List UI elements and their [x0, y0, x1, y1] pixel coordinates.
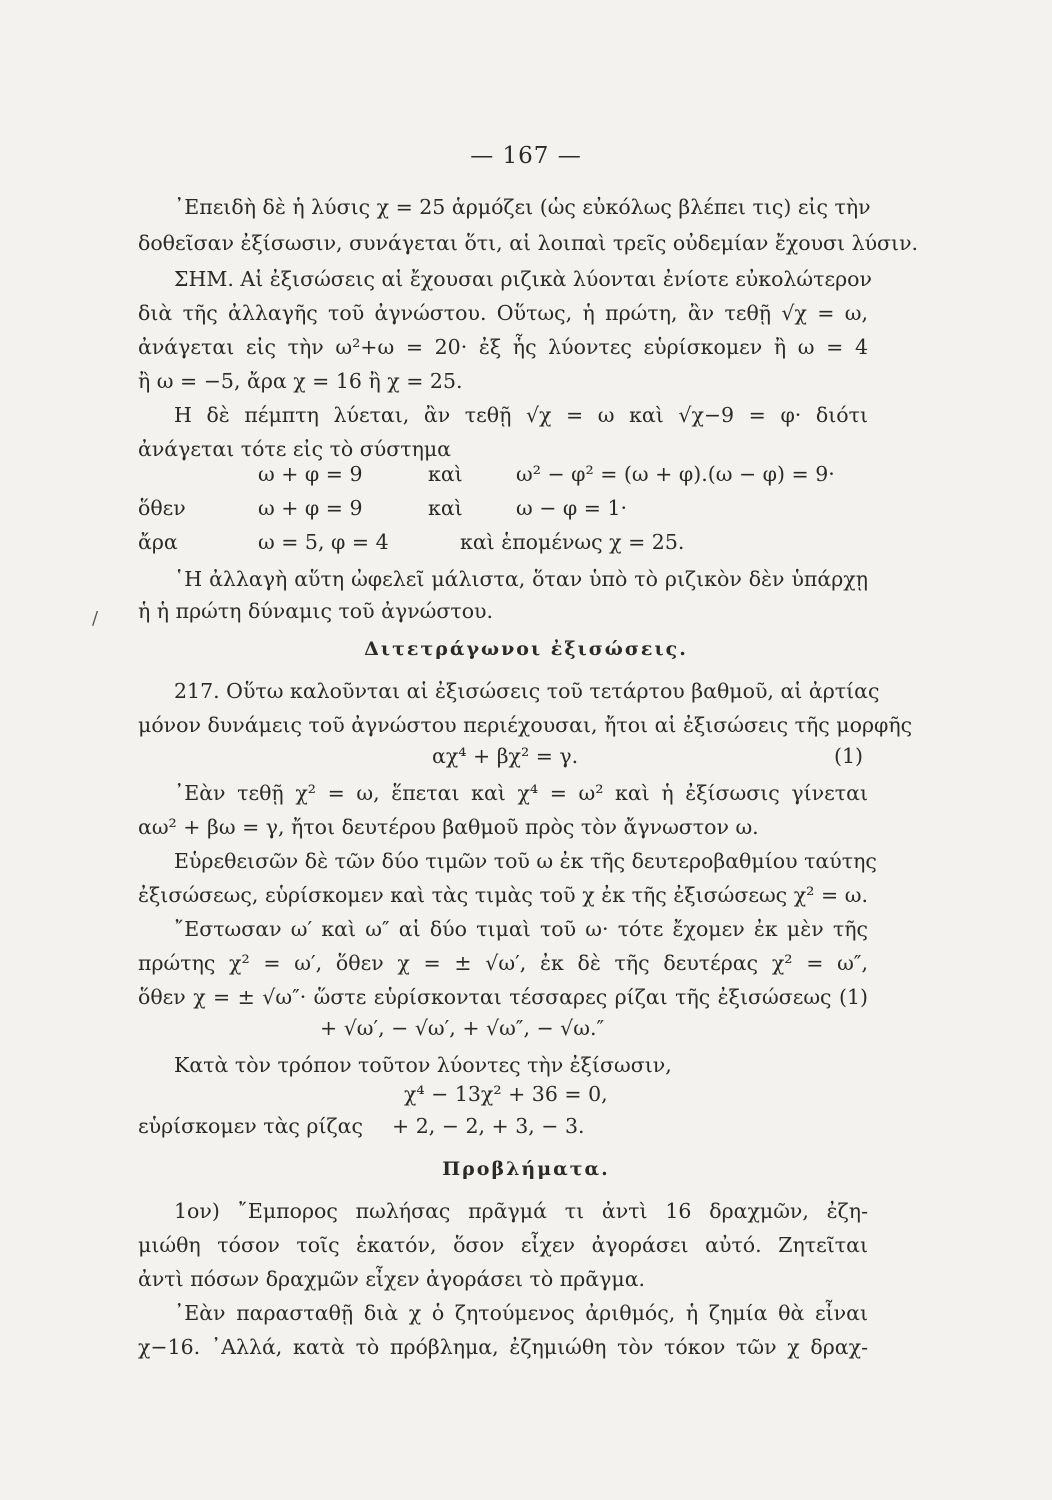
page-number: — 167 —: [470, 143, 582, 169]
text-line: ἀνάγεται εἰς τὴν ω²+ω = 20· ἐξ ἧς λύοντες εὑρίσκομεν ἢ ω = 4: [138, 335, 868, 359]
system-equation: ω − φ = 1·: [516, 496, 628, 520]
note-line: ΣΗΜ. Αἱ ἐξισώσεις αἱ ἔχουσαι ριζικὰ λύονται ἐνίοτε εὐκολώτερον: [174, 267, 872, 291]
text-line: ῎Εστωσαν ω′ καὶ ω″ αἱ δύο τιμαὶ τοῦ ω· τότε ἔχομεν ἐκ μὲν τῆς: [174, 917, 868, 941]
text-line: μιώθη τόσον τοῖς ἑκατόν, ὅσον εἶχεν ἀγοράσει αὐτό. Ζητεῖται: [138, 1233, 868, 1257]
system-conjunction: καὶ: [428, 462, 463, 486]
text-line: ᾿Εὰν παρασταθῇ διὰ χ ὁ ζητούμενος ἀριθμός, ἡ ζημία θὰ εἶναι: [174, 1301, 868, 1325]
system-equation: ω + φ = 9: [258, 496, 363, 520]
text-line: ἢ ω = −5, ἄρα χ = 16 ἢ χ = 25.: [138, 369, 463, 393]
text-line: χ−16. ᾿Αλλά, κατὰ τὸ πρόβλημα, ἐζημιώθη τὸν τόκον τῶν χ δραχ-: [138, 1335, 868, 1359]
text-line: διὰ τῆς ἀλλαγῆς τοῦ ἀγνώστου. Οὕτως, ἡ πρώτη, ἂν τεθῇ √χ = ω,: [138, 301, 868, 325]
text-line: ῾Η ἀλλαγὴ αὕτη ὠφελεῖ μάλιστα, ὅταν ὑπὸ τὸ ριζικὸν δὲν ὑπάρχῃ: [174, 567, 868, 591]
system-result: καὶ ἑπομένως χ = 25.: [460, 530, 685, 554]
text-line: ᾿Επειδὴ δὲ ἡ λύσις χ = 25 ἁρμόζει (ὡς εὐκόλως βλέπει τις) εἰς τὴν: [174, 195, 871, 219]
section-heading: Διτετράγωνοι ἐξισώσεις.: [364, 638, 688, 660]
system-label: ἄρα: [138, 530, 178, 554]
text-line: Η δὲ πέμπτη λύεται, ἂν τεθῇ √χ = ω καὶ √χ−9 = φ· διότι: [174, 403, 868, 427]
system-equation: ω + φ = 9: [258, 462, 363, 486]
equation: αχ⁴ + βχ² = γ.: [432, 744, 579, 768]
text-line: αω² + βω = γ, ἤτοι δευτέρου βαθμοῦ πρὸς τὸν ἄγνωστον ω.: [138, 815, 759, 839]
text-line: ᾿Εὰν τεθῇ χ² = ω, ἕπεται καὶ χ⁴ = ω² καὶ ἡ ἐξίσωσις γίνεται: [174, 781, 868, 805]
system-conjunction: καὶ: [428, 496, 463, 520]
section-heading: Προβλήματα.: [442, 1158, 610, 1180]
system-label: ὅθεν: [138, 496, 186, 520]
text-line: δοθεῖσαν ἐξίσωσιν, συνάγεται ὅτι, αἱ λοιπαὶ τρεῖς οὐδεμίαν ἔχουσι λύσιν.: [138, 231, 919, 255]
text-line: Κατὰ τὸν τρόπον τοῦτον λύοντες τὴν ἐξίσωσιν,: [174, 1053, 672, 1077]
equation-number: (1): [834, 744, 864, 768]
equation-roots: + √ω′, − √ω′, + √ω″, − √ω.″: [320, 1016, 605, 1040]
text-line: εὑρίσκομεν τὰς ρίζας: [138, 1114, 363, 1138]
text-line: 217. Οὕτω καλοῦνται αἱ ἐξισώσεις τοῦ τετάρτου βαθμοῦ, αἱ ἀρτίας: [174, 679, 880, 703]
equation: χ⁴ − 13χ² + 36 = 0,: [404, 1082, 608, 1106]
text-line: ἀντὶ πόσων δραχμῶν εἶχεν ἀγοράσει τὸ πρᾶγμα.: [138, 1267, 646, 1291]
system-result: ω = 5, φ = 4: [258, 530, 389, 554]
text-line: μόνον δυνάμεις τοῦ ἀγνώστου περιέχουσαι, ἤτοι αἱ ἐξισώσεις τῆς μορφῆς: [138, 713, 913, 737]
text-line: ὅθεν χ = ± √ω″· ὥστε εὑρίσκονται τέσσαρες ρίζαι τῆς ἐξισώσεως (1): [138, 985, 868, 1009]
text-line: Εὑρεθεισῶν δὲ τῶν δύο τιμῶν τοῦ ω ἐκ τῆς δευτεροβαθμίου ταύτης: [174, 849, 877, 873]
system-equation: ω² − φ² = (ω + φ).(ω − φ) = 9·: [516, 462, 835, 486]
text-line: 1ον) ῎Εμπορος πωλήσας πρᾶγμά τι ἀντὶ 16 δραχμῶν, ἐζη-: [174, 1199, 868, 1223]
text-line: ἡ ἡ πρώτη δύναμις τοῦ ἀγνώστου.: [138, 599, 494, 623]
text-line: πρώτης χ² = ω′, ὅθεν χ = ± √ω′, ἐκ δὲ τῆς δευτέρας χ² = ω″,: [138, 951, 868, 975]
text-line: ἐξισώσεως, εὑρίσκομεν καὶ τὰς τιμὰς τοῦ χ ἐκ τῆς ἐξισώσεως χ² = ω.: [138, 883, 868, 907]
stray-mark: /: [92, 608, 99, 629]
roots-list: + 2, − 2, + 3, − 3.: [392, 1114, 585, 1138]
text-line: ἀνάγεται τότε εἰς τὸ σύστημα: [138, 437, 452, 461]
